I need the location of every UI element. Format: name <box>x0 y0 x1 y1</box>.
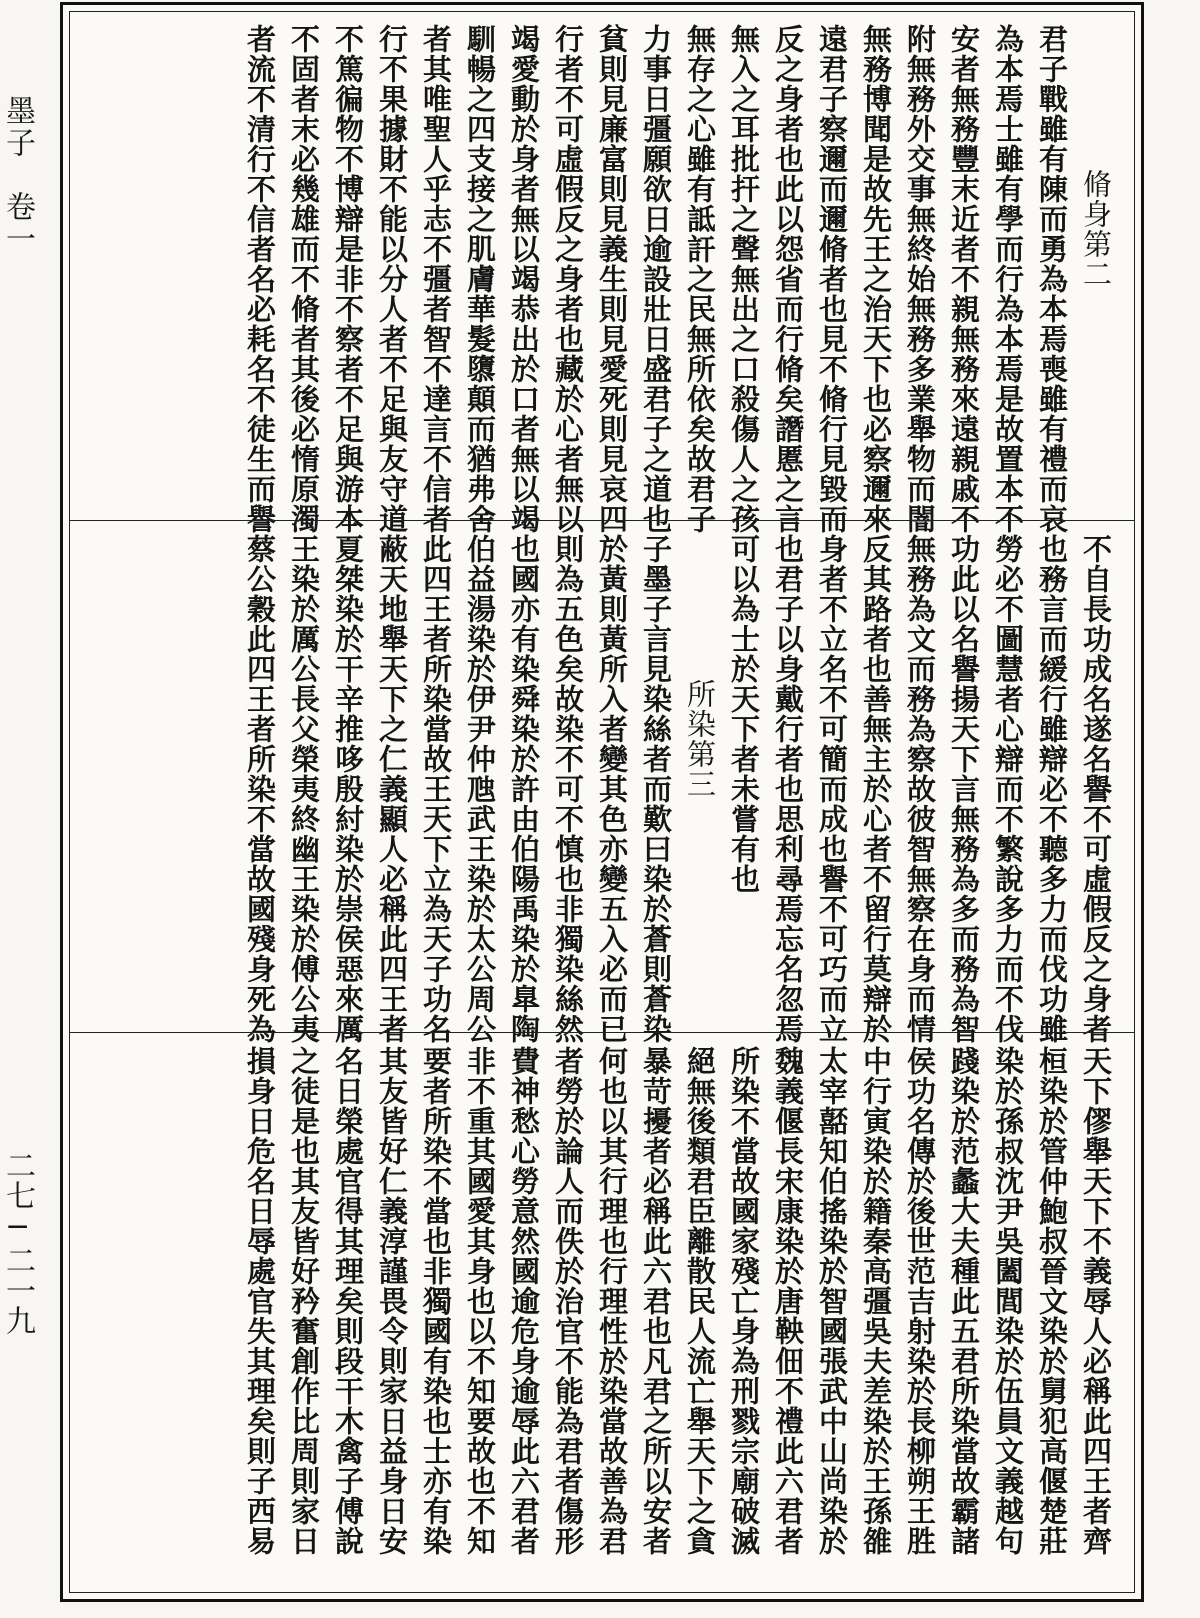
text-column: 無務為文而務為察故彼智無察在身而情 <box>903 534 937 1044</box>
text-column: 侯功名傳於後世范吉射染於長柳朔王胜 <box>903 1046 937 1556</box>
book-title: 墨子 卷一 <box>0 95 35 255</box>
chapter-heading <box>680 534 720 799</box>
text-column: 桓染於管仲鮑叔晉文染於舅犯高偃楚莊 <box>1035 1046 1069 1556</box>
text-column: 君子戰雖有陳而勇為本焉喪雖有禮而哀 <box>1035 24 1069 534</box>
text-column: 馴暢之四支接之肌膚華髮隳顛而猶弗舍 <box>463 24 497 534</box>
text-panel-bottom <box>70 1034 1134 1594</box>
text-column: 反之身者也此以怨省而行脩矣譖慝之言 <box>771 24 805 534</box>
text-column: 遠君子察邇而邇脩者也見不脩行見毀而 <box>815 24 849 534</box>
chapter-heading <box>1076 24 1116 289</box>
text-column: 此四王者所染當故王天下立為天子功名 <box>419 534 453 1044</box>
text-column: 行者不可虛假反之身者也藏於心者無以 <box>551 24 585 534</box>
text-column: 功此以名譽揚天下言無務為多而務為智 <box>947 534 981 1044</box>
text-column: 竭愛動於身者無以竭恭出於口者無以竭 <box>507 24 541 534</box>
text-column: 不固者末必幾雄而不脩者其後必惰原濁 <box>287 24 321 534</box>
text-column: 也國亦有染舜染於許由伯陽禹染於臯陶 <box>507 534 541 1044</box>
text-column: 者其唯聖人乎志不彊者智不達言不信者 <box>419 24 453 534</box>
page-frame <box>60 2 1144 1602</box>
text-column: 非不重其國愛其身也以不知要故也不知 <box>463 1046 497 1556</box>
text-column: 費神愁心勞意然國逾危身逾辱此六君者 <box>507 1046 541 1556</box>
text-column: 名日榮處官得其理矣則段干木禽子傅說 <box>331 1046 365 1556</box>
panel-divider <box>70 1032 1134 1033</box>
page-number: 二七─二一九 <box>0 1150 35 1335</box>
heading-text: 脩身第二 <box>1079 169 1113 289</box>
text-column: 王染於厲公長父榮夷終幽王染於傅公夷 <box>287 534 321 1044</box>
text-column: 子墨子言見染絲者而歎曰染於蒼則蒼染 <box>639 534 673 1044</box>
text-column: 暴苛擾者必稱此六君也凡君之所以安者 <box>639 1046 673 1556</box>
text-column: 無入之耳批扞之聲無出之口殺傷人之孩 <box>727 24 761 534</box>
text-column: 伯益湯染於伊尹仲虺武王染於太公周公 <box>463 534 497 1044</box>
text-column: 行不果據財不能以分人者不足與友守道 <box>375 24 409 534</box>
text-column: 於黃則黃所入者變其色亦變五入必而已 <box>595 534 629 1044</box>
text-column: 貧則見廉富則見義生則見愛死則見哀四 <box>595 24 629 534</box>
text-column: 安者無務豐末近者不親無務來遠親戚不 <box>947 24 981 534</box>
inner-frame <box>69 11 1135 1593</box>
panel-divider <box>70 520 1134 521</box>
text-column: 蔽天地舉天下之仁義顯人必稱此四王者 <box>375 534 409 1044</box>
text-column: 不自長功成名遂名譽不可虛假反之身者 <box>1079 534 1113 1044</box>
text-column: 身者不立名不可簡而成也譽不可巧而立 <box>815 534 849 1044</box>
text-panel-top <box>70 12 1134 534</box>
text-column: 其友皆好仁義淳謹畏令則家日益身日安 <box>375 1046 409 1556</box>
text-column: 勞必不圖慧者心辯而不繁說多力而不伐 <box>991 534 1025 1044</box>
text-column: 所染不當故國家殘亡身為刑戮宗廟破滅 <box>727 1046 761 1556</box>
text-column: 力事日彊願欲日逾設壯日盛君子之道也 <box>639 24 673 534</box>
text-column: 太宰嚭知伯搖染於智國張武中山尚染於 <box>815 1046 849 1556</box>
text-panel-middle <box>70 522 1134 1044</box>
text-column: 也務言而緩行雖辯必不聽多力而伐功雖 <box>1035 534 1069 1044</box>
text-column: 則為五色矣故染不可不慎也非獨染絲然 <box>551 534 585 1044</box>
text-column: 之徒是也其友皆好矜奮創作比周則家日 <box>287 1046 321 1556</box>
text-column: 踐染於范蠡大夫種此五君所染當故霸諸 <box>947 1046 981 1556</box>
text-column: 不篤徧物不博辯是非不察者不足與游本 <box>331 24 365 534</box>
text-column: 中行寅染於籍秦高彊吳夫差染於王孫雒 <box>859 1046 893 1556</box>
text-column: 何也以其行理也行理性於染當故善為君 <box>595 1046 629 1556</box>
text-column: 無存之心雖有詆訐之民無所依矣故君子 <box>683 24 717 534</box>
text-column: 染於孫叔沈尹吳闔閭染於伍員文義越句 <box>991 1046 1025 1556</box>
text-column: 魏義偃長宋康染於唐鞅佃不禮此六君者 <box>771 1046 805 1556</box>
text-column: 蔡公穀此四王者所染不當故國殘身死為 <box>243 534 277 1044</box>
text-column: 也君子以身戴行者也思利尋焉忘名忽焉 <box>771 534 805 1044</box>
text-column: 者流不清行不信者名必耗名不徒生而譽 <box>243 24 277 534</box>
text-column: 為本焉士雖有學而行為本焉是故置本不 <box>991 24 1025 534</box>
text-column: 可以為士於天下者未嘗有也 <box>727 534 761 894</box>
text-column: 損身日危名日辱處官失其理矣則子西易 <box>243 1046 277 1556</box>
text-column: 者勞於論人而佚於治官不能為君者傷形 <box>551 1046 585 1556</box>
text-column: 絕無後類君臣離散民人流亡舉天下之貪 <box>683 1046 717 1556</box>
text-column: 天下僇舉天下不義辱人必稱此四王者齊 <box>1079 1046 1113 1556</box>
text-column: 要者所染不當也非獨國有染也士亦有染 <box>419 1046 453 1556</box>
text-column: 無務博聞是故先王之治天下也必察邇來 <box>859 24 893 534</box>
text-column: 反其路者也善無主於心者不留行莫辯於 <box>859 534 893 1044</box>
heading-text: 所染第三 <box>683 679 717 799</box>
text-column: 夏桀染於干辛推哆殷紂染於崇侯惡來厲 <box>331 534 365 1044</box>
text-column: 附無務外交事無終始無務多業舉物而闇 <box>903 24 937 534</box>
